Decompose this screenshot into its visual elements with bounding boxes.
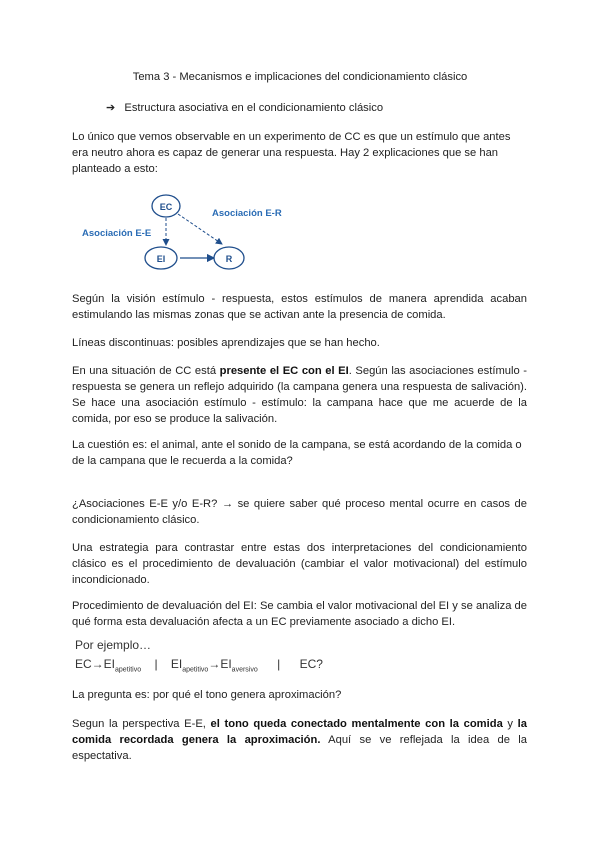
ee-association-label: Asociación E-E: [82, 228, 152, 239]
cc-bold-text: presente el EC con el EI: [219, 365, 349, 377]
r-node-label: R: [225, 254, 233, 264]
section-heading: Estructura asociativa en el condicionamiento clásico: [124, 102, 384, 114]
association-diagram: [72, 190, 312, 280]
er-paragraph: Según la visión estímulo - respuesta, estos estímulos de manera aprendida acaban estimulando las mismas zonas que se activan ante la presencia de comida.: [72, 293, 527, 321]
er-association-label: Asociación E-R: [212, 208, 282, 219]
ei-node-label: EI: [156, 254, 166, 264]
associations-paragraph: ¿Asociaciones E-E y/o E-R? → se quiere saber qué proceso mental ocurre en casos de condicionamiento clásico.: [72, 498, 527, 526]
dashed-lines-paragraph: Líneas discontinuas: posibles aprendizajes que se han hecho.: [72, 337, 380, 349]
cc-paragraph: En una situación de CC está presente el EC con el EI. Según las asociaciones estímulo - respuesta se genera un reflejo adquirido (la campana genera una respuesta de salivación). Se hace una asociación estímulo - estímulo: la campana hace que me acuerde de la comida, por eso se produce la salivación.: [72, 365, 527, 425]
tone-question-paragraph: La pregunta es: por qué el tono genera aproximación?: [72, 689, 342, 701]
example-devaluation-line: $EC\to EI_{apetitivo}$ | $EI_{apetitivo}\to EI_{aversivo}$ | EC?: [75, 657, 323, 674]
final-bold-text-2: la comida recordada genera la aproximación.: [72, 718, 527, 746]
section-bullet: [106, 101, 383, 114]
ec-node-label: EC: [159, 202, 173, 212]
arrow-bullet-icon: ➔: [106, 102, 116, 114]
example-heading: Por ejemplo…: [75, 638, 152, 652]
procedure-paragraph: Procedimiento de devaluación del EI: Se cambia el valor motivacional del EI y se analiza de qué forma esta devaluación afecta a un EC previamente asociado a dicho EI.: [72, 600, 527, 628]
final-paragraph: Segun la perspectiva E-E, el tono queda conectado mentalmente con la comida y la comida recordada genera la aproximación. Aquí se ve reflejada la idea de la espectativa.: [72, 718, 527, 762]
page-title: Tema 3 - Mecanismos e implicaciones del condicionamiento clásico: [132, 71, 468, 83]
intro-paragraph: Lo único que vemos observable en un experimento de CC es que un estímulo que antes era neutro ahora es capaz de generar una respuesta. Hay 2 explicaciones que se han planteado a esto:: [72, 131, 511, 175]
strategy-paragraph: Una estrategia para contrastar entre estas dos interpretaciones del condicionamiento clásico es el procedimiento de devaluación (cambiar el valor motivacional) del estímulo incondicionado.: [72, 542, 527, 586]
final-bold-text-1: el tono queda conectado mentalmente con la comida: [210, 718, 503, 730]
question-paragraph: La cuestión es: el animal, ante el sonido de la campana, se está acordando de la comida o de la campana que le recuerda a la comida?: [72, 439, 522, 467]
